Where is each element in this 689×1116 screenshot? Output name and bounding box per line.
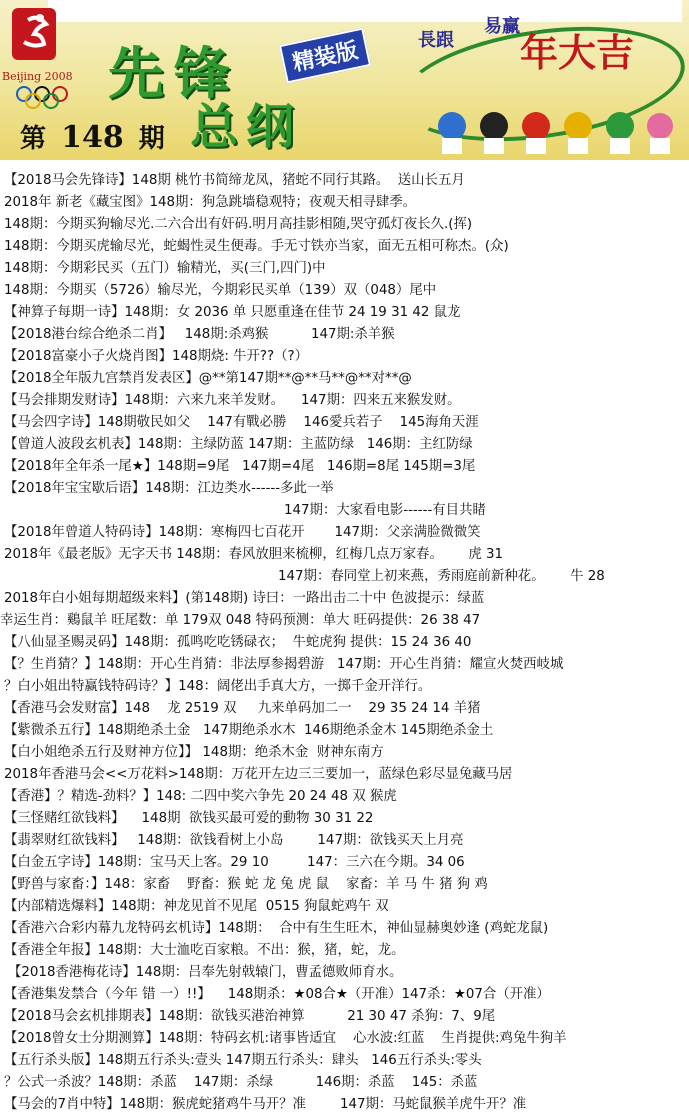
text-line: 【2018马会玄机排期表】148期：欲钱买港治神算 21 30 47 杀狗：7、9尾 [4, 1009, 496, 1024]
text-line: 【八仙显圣赐灵码】148期：孤鸣吃吃锈碌衣； 牛蛇虎狗 提供：15 24 36 40 [4, 635, 472, 650]
text-line: 【翡翠财红欲钱料】 148期：欲钱看树上小岛 147期：欲钱买天上月亮 [4, 833, 464, 848]
text-line: 【白小姐绝杀五行及财神方位】】 148期：绝杀木金 财神东南方 [4, 745, 384, 760]
mascot-pink-icon [647, 113, 673, 154]
text-line: 2018年《最老版》无字天书 148期：春风放胆来梳柳，红梅几点万家春。 虎 31 [4, 547, 504, 562]
banner-title-part2: 总纲 [190, 99, 303, 155]
text-line: 【内部精选爆料】148期：神龙见首不见尾 0515 狗鼠蛇鸡午 双 [4, 899, 389, 914]
text-line: 【2018富豪小子火烧肖图】148期烧: 牛开??（?） [4, 349, 308, 364]
text-line: 【2018香港梅花诗】148期：吕奉先射戟辕门，曹孟德败师育水。 [8, 965, 403, 980]
period-suffix: 期 [138, 124, 165, 154]
text-line: 148期：今期彩民买（五门）输精光，买(三门,四门)中 [4, 261, 326, 276]
text-line: 【香港集发禁合（今年 错 一）!!】 148期杀：★08合★（开准）147杀：★07合（开准） [4, 987, 550, 1002]
text-line: 【香港全年报】148期：大士洫吃百家粮。不出：猴，猪，蛇，龙。 [4, 943, 405, 958]
text-line: 幸运生肖：鷄鼠羊 旺尾数：单 179双 048 特码预测：单大 旺码提供：26 38 47 [0, 613, 481, 628]
text-line: 【？生肖猜？】148期：开心生肖猜：非法厚参揭碧游 147期：开心生肖猜：耀宣火焚西岐城 [4, 657, 564, 672]
text-line: 【马会四字诗】148期敬民如父 147有戰必勝 146愛兵若子 145海角天涯 [4, 415, 479, 430]
period-label [20, 118, 165, 155]
text-line: 147期：大家看电影------有目共睹 [284, 503, 486, 518]
text-line: 【马会的7肖中特】148期：猴虎蛇猪鸡牛马开？准 147期：马蛇鼠猴羊虎牛开？准 [4, 1097, 527, 1112]
banner-title-part1: 先锋 [108, 41, 240, 107]
text-line: 148期：今期买虎输尽光，蛇蝎性灵生便毒。手无寸铁亦当家，面无五相可称杰。(众) [4, 239, 509, 254]
text-line: 【2018年曾道人特码诗】148期：寒梅四七百花开 147期：父亲满脸微微笑 [4, 525, 481, 540]
text-line: ？公式一杀波？148期：杀蓝 147期：杀绿 146期：杀蓝 145：杀蓝 [4, 1075, 478, 1090]
text-line: 【野兽与家畜：】148：家畜 野畜：猴 蛇 龙 兔 虎 鼠 家畜：羊 马 牛 猪 狗 鸡 [4, 877, 488, 892]
text-line: 【白金五字诗】148期：宝马天上客。29 10 147：三六在今期。34 06 [4, 855, 465, 870]
mascot-yellow-icon [564, 112, 592, 154]
text-line: 2018年白小姐每期超级来料】(第148期) 诗曰：一路出击二十中 色波提示：绿蓝 [4, 591, 485, 606]
text-line: 【2018马会先锋诗】148期 桃竹书简缔龙凤，猪蛇不同行其路。 送山长五月 [4, 173, 465, 188]
mascot-red-icon [522, 112, 550, 154]
logo-caption: Beijing 2008 [2, 70, 73, 83]
text-line: 2018年香港马会<<万花料>148期：万花开左边三三要加一，蓝绿色彩尽显兔藏马居 [4, 767, 513, 782]
mascot-black-icon [480, 112, 508, 154]
text-line: 【马会排期发财诗】148期：六来九来羊发财。 147期：四来五来猴发财。 [4, 393, 461, 408]
period-number: 148 [61, 120, 124, 155]
header-banner [0, 0, 689, 160]
text-line: 【曾道人波段玄机表】148期：主绿防蓝 147期：主蓝防绿 146期：主红防绿 [4, 437, 473, 452]
text-line: 【2018全年版九宫禁肖发表区】@**第147期**@**马**@**对**@ [4, 371, 412, 386]
period-prefix: 第 [20, 124, 47, 154]
brush-calligraphy: 年大吉 [520, 30, 635, 75]
text-line: ？白小姐出特赢钱特码诗？】148：阔佬出手真大方，一掷千金开洋行。 [4, 679, 432, 694]
text-line: 【香港马会发财富】148 龙 2519 双 九来单码加二一 29 35 24 14 羊猪 [4, 701, 481, 716]
banner-tag-2: 易赢 [484, 16, 520, 37]
text-line: 147期：春同堂上初来燕，秀雨庭前新种花。 牛 28 [278, 569, 605, 584]
top-strip [48, 0, 682, 22]
mascot-blue-icon [438, 112, 466, 154]
olympic-rings-icon [14, 86, 74, 110]
text-line: 【香港】？精选-劲料？】148: 二四中奖六争先 20 24 48 双 猴虎 [4, 789, 397, 804]
text-line: 148期：今期买（5726）输尽光，今期彩民买单（139）双（048）尾中 [4, 283, 437, 298]
edition-badge: 精装版 [279, 27, 371, 83]
text-line: 【2018年全年杀一尾★】148期=9尾 147期=4尾 146期=8尾 145期=3尾 [4, 459, 476, 474]
text-line: 【紫微杀五行】148期绝杀土金 147期绝杀水木 146期绝杀金木 145期绝杀金土 [4, 723, 494, 738]
mascot-green-icon [606, 112, 634, 154]
text-line: 【2018曾女士分期测算】148期：特码玄机:诸事皆适宜 心水波:红蓝 生肖提供:鸡兔牛狗羊 [4, 1031, 567, 1046]
text-line: 148期：今期买狗输尽光.二六合出有奸码.明月高挂影相随,哭守孤灯夜长久.(挥) [4, 217, 473, 232]
beijing-emblem-icon [6, 6, 66, 76]
text-line: 【香港六合彩内幕九龙特码玄机诗】148期： 合中有生生旺木，神仙显赫奥妙逢 (鸡蛇龙鼠) [4, 921, 549, 936]
mascots-illustration [432, 108, 682, 158]
banner-tag-1: 長跟 [418, 30, 454, 51]
text-line: 【2018港台综合绝杀二肖】 148期:杀鸡猴 147期:杀羊猴 [4, 327, 395, 342]
text-line: 【2018年宝宝歇后语】148期：江边类水------多此一举 [4, 481, 334, 496]
text-line: 【五行杀头版】148期五行杀头:壹头 147期五行杀头：肆头 146五行杀头:零头 [4, 1053, 482, 1068]
text-line: 【神算子每期一诗】148期：女 2036 单 只愿重逢在佳节 24 19 31 42 鼠龙 [4, 305, 461, 320]
text-line: 【三怪赌红欲钱料】 148期 欲钱买最可爱的動物 30 31 22 [4, 811, 374, 826]
text-line: 2018年 新老《藏宝图》148期：狗急跳墙稳观特；夜观天相寻肆季。 [4, 195, 417, 210]
